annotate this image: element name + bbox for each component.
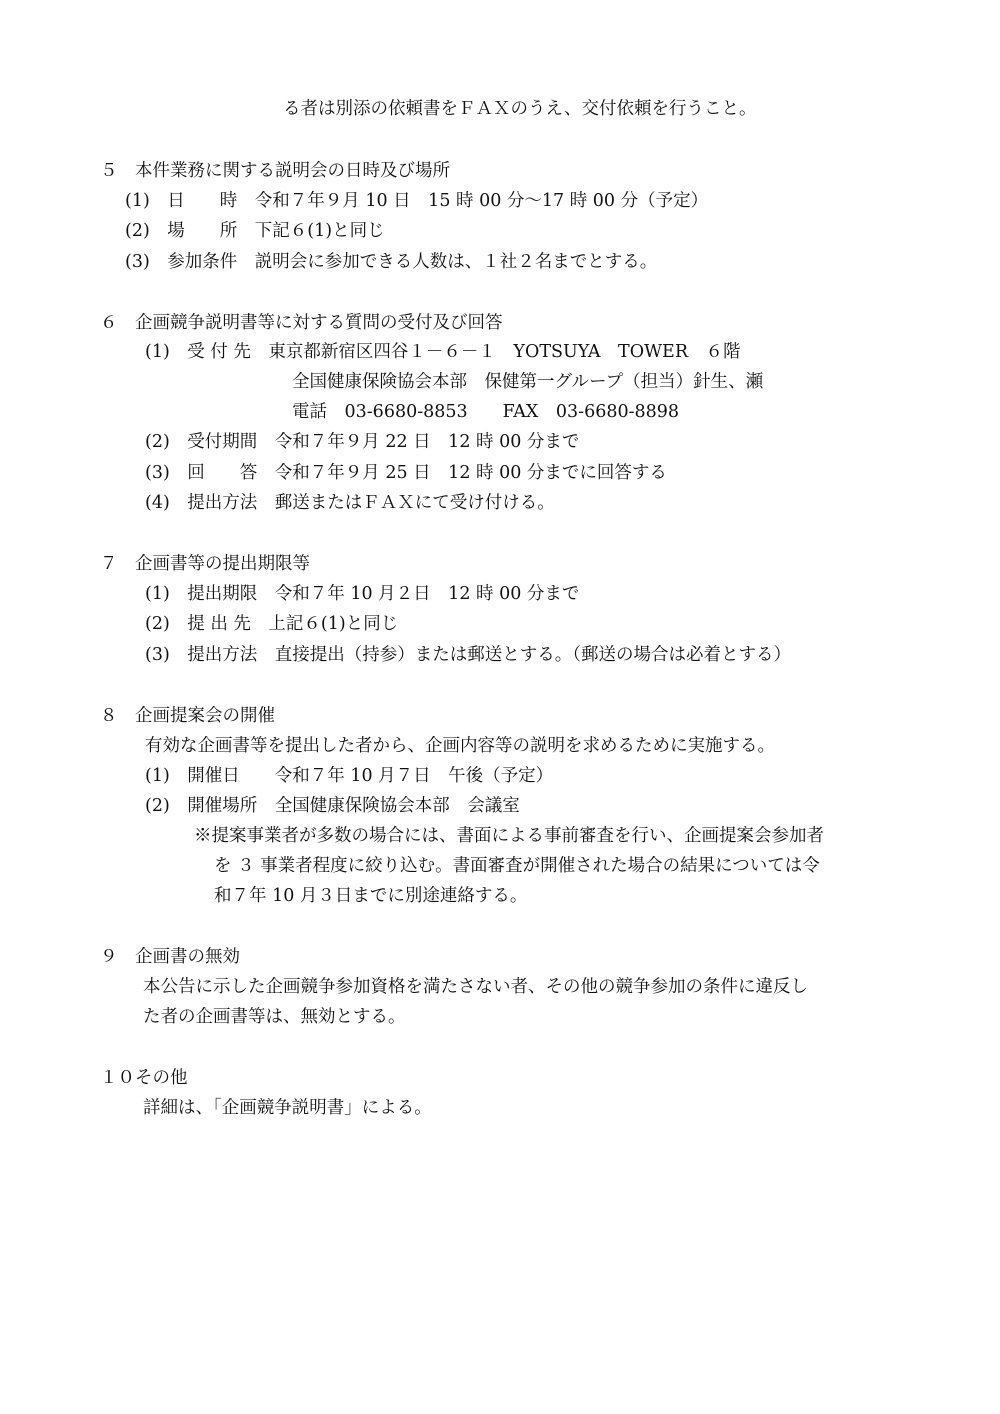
section-8-item-2: (2) 開催場所 全国健康保険協会本部 会議室 [145, 796, 520, 816]
section-6-item-2: (2) 受付期間 令和７年９月 22 日 12 時 00 分まで [145, 432, 580, 452]
section-5-item-1: (1) 日 時 令和７年９月 10 日 15 時 00 分～17 時 00 分（予定） [125, 191, 709, 211]
section-8-heading: ８ 企画提案会の開催 [100, 706, 275, 726]
section-10-body: 詳細は、「企画競争説明書」による。 [143, 1098, 432, 1118]
text-line-continuation: る者は別添の依頼書をＦＡＸのうえ、交付依頼を行うこと。 [283, 99, 757, 119]
section-7-heading: ７ 企画書等の提出期限等 [100, 554, 310, 574]
section-6-item-1-org: 全国健康保険協会本部 保健第一グループ（担当）針生、瀬 [292, 372, 764, 392]
section-10-heading: １０その他 [100, 1068, 188, 1088]
section-6-heading: ６ 企画競争説明書等に対する質問の受付及び回答 [100, 313, 503, 333]
section-5-item-2: (2) 場 所 下記６(1)と同じ [125, 221, 385, 241]
section-7-item-3: (3) 提出方法 直接提出（持参）または郵送とする。（郵送の場合は必着とする） [145, 645, 792, 665]
section-7-item-2: (2) 提 出 先 上記６(1)と同じ [145, 614, 399, 634]
section-5-item-3: (3) 参加条件 説明会に参加できる人数は、１社２名までとする。 [125, 252, 658, 272]
section-6-item-1-contact: 電話 03-6680-8853 FAX 03-6680-8898 [292, 402, 680, 422]
section-6-item-4: (4) 提出方法 郵送またはＦＡＸにて受け付ける。 [145, 493, 555, 513]
section-6-item-3: (3) 回 答 令和７年９月 25 日 12 時 00 分までに回答する [145, 463, 667, 483]
section-7-item-1: (1) 提出期限 令和７年 10 月２日 12 時 00 分まで [145, 584, 580, 604]
section-8-note-line-1: ※提案事業者が多数の場合には、書面による事前審査を行い、企画提案会参加者 [194, 826, 824, 846]
section-8-item-1: (1) 開催日 令和７年 10 月７日 午後（予定） [145, 766, 554, 786]
section-5-heading: ５ 本件業務に関する説明会の日時及び場所 [100, 161, 450, 181]
section-9-heading: ９ 企画書の無効 [100, 947, 240, 967]
section-9-body-line-2: た者の企画書等は、無効とする。 [143, 1007, 406, 1027]
section-8-note-line-2: を ３ 事業者程度に絞り込む。書面審査が開催された場合の結果については令 [214, 856, 820, 876]
section-6-item-1: (1) 受 付 先 東京都新宿区四谷１－６－１ YOTSUYA TOWER ６階 [145, 342, 741, 362]
section-8-note-line-3: 和７年 10 月３日までに別途連絡する。 [214, 886, 528, 906]
section-8-description: 有効な企画書等を提出した者から、企画内容等の説明を求めるために実施する。 [145, 736, 775, 756]
section-9-body-line-1: 本公告に示した企画競争参加資格を満たさない者、その他の競争参加の条件に違反し [143, 977, 808, 997]
